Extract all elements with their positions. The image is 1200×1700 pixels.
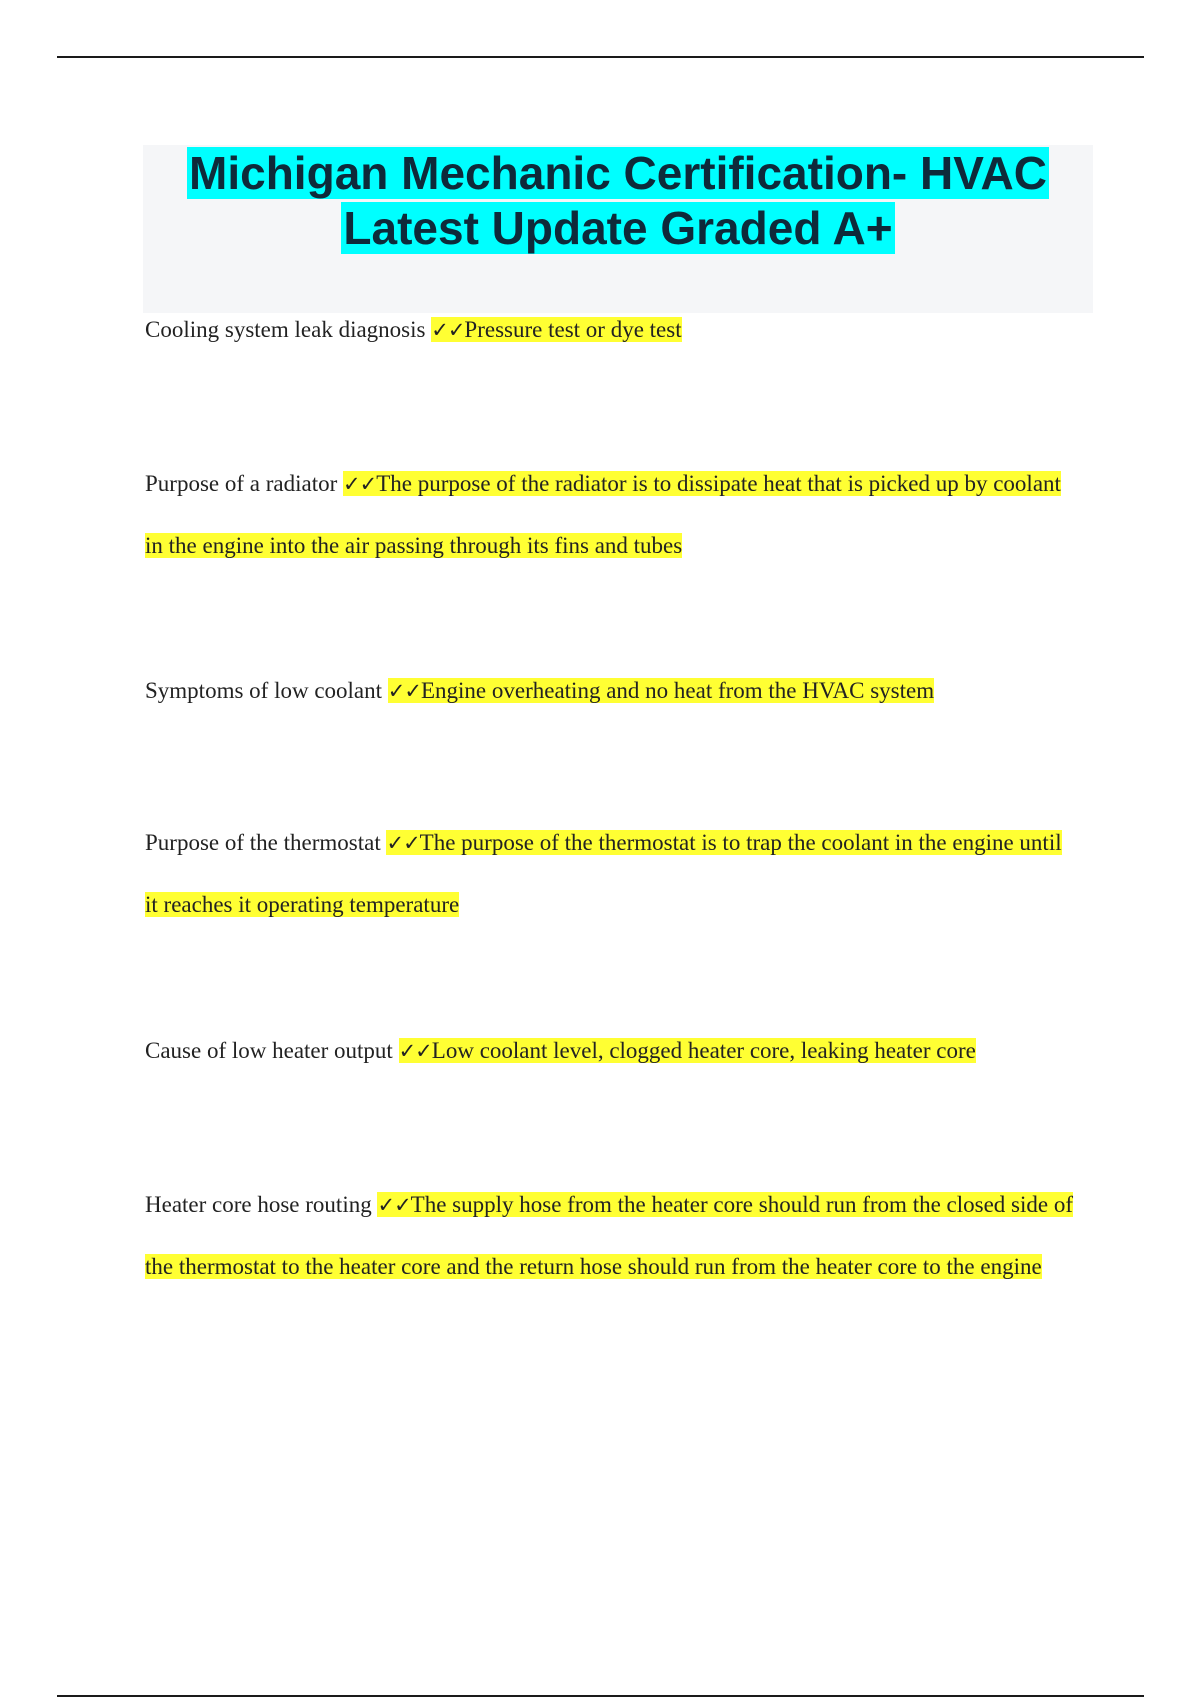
answer-text: The purpose of the radiator is to dissipate heat that is picked up by coolant in the engine into the air passing through its fins and tubes [145, 471, 1061, 558]
answer-text: Low coolant level, clogged heater core, leaking heater core [431, 1038, 976, 1063]
double-check-icon: ✓✓ [398, 1039, 432, 1063]
qa-item-hose-routing [145, 1174, 1075, 1297]
qa-item-heater-output [145, 1020, 1075, 1082]
bottom-rule [57, 1695, 1144, 1697]
question-text: Cooling system leak diagnosis [145, 317, 426, 342]
answer-text: Engine overheating and no heat from the HVAC system [420, 678, 935, 703]
question-text: Cause of low heater output [145, 1038, 393, 1063]
title-line-1: Michigan Mechanic Certification- HVAC [189, 147, 1047, 199]
answer-text: The supply hose from the heater core should run from the closed side of the thermostat to the heater core and the return hose should run from the heater core to the engine [145, 1192, 1074, 1279]
question-text: Purpose of a radiator [145, 471, 338, 496]
answer-highlight [388, 678, 934, 703]
answer-highlight [431, 317, 681, 342]
answer-text: The purpose of the thermostat is to trap the coolant in the engine until it reaches it operating temperature [145, 830, 1062, 917]
qa-item-low-coolant [145, 660, 1075, 722]
double-check-icon: ✓✓ [431, 318, 465, 342]
question-text: Purpose of the thermostat [145, 830, 381, 855]
answer-text: Pressure test or dye test [464, 317, 682, 342]
answer-highlight [399, 1038, 976, 1063]
question-text: Heater core hose routing [145, 1192, 372, 1217]
double-check-icon: ✓✓ [343, 472, 377, 496]
title-line-2: Latest Update Graded A+ [343, 202, 893, 254]
question-text: Symptoms of low coolant [145, 678, 383, 703]
document-title [143, 146, 1093, 256]
double-check-icon: ✓✓ [386, 831, 420, 855]
top-rule [57, 56, 1144, 58]
double-check-icon: ✓✓ [377, 1193, 411, 1217]
double-check-icon: ✓✓ [387, 679, 421, 703]
qa-item-thermostat [145, 812, 1075, 935]
qa-item-leak-diagnosis [145, 299, 1075, 361]
qa-item-radiator [145, 453, 1075, 576]
